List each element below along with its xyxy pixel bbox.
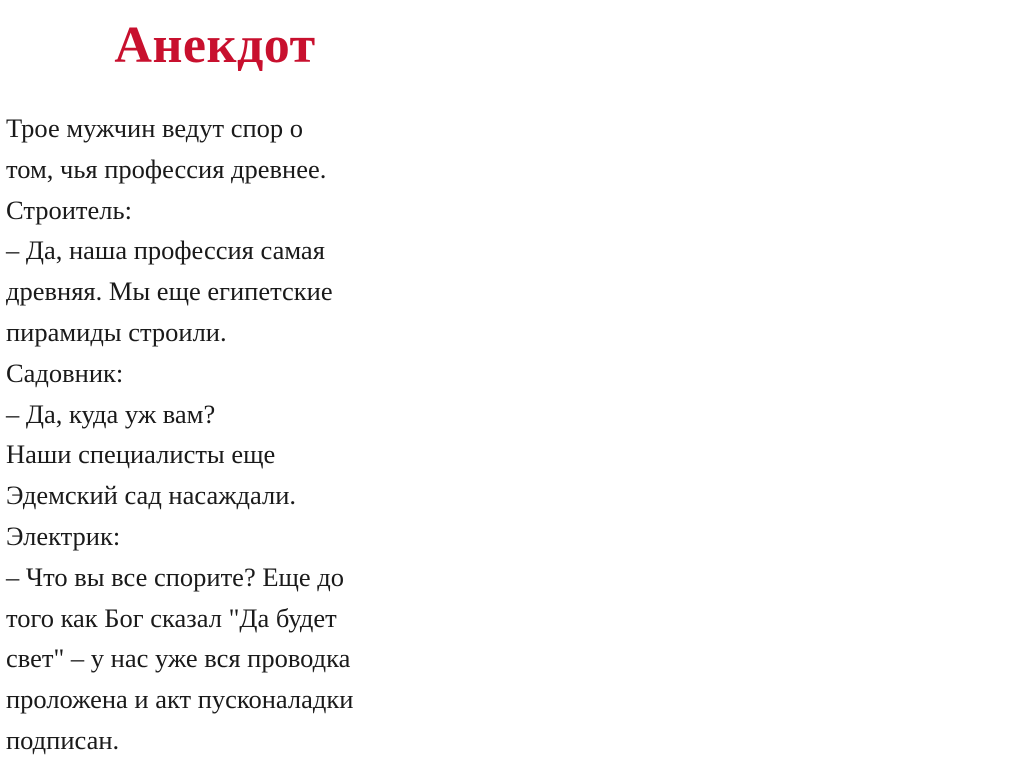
text-line: Садовник: [6, 357, 124, 388]
text-line: древняя. Мы еще египетские [6, 276, 333, 307]
text-line: проложена и акт пусконаладки [6, 684, 354, 715]
joke-text [6, 108, 446, 761]
text-line: Электрик: [6, 520, 121, 551]
slide-title: Анекдот [114, 17, 316, 74]
text-line: того как Бог сказал "Да будет [6, 602, 337, 633]
text-line: – Да, куда уж вам? [6, 398, 216, 429]
text-line: том, чья профессия древнее. [6, 153, 327, 184]
text-line: – Да, наша профессия самая [6, 235, 325, 266]
text-line: Наши специалисты еще [6, 439, 276, 470]
text-line: подписан. [6, 724, 120, 755]
text-line: – Что вы все спорите? Еще до [6, 561, 345, 592]
text-line: Трое мужчин ведут спор о [6, 113, 304, 143]
text-line: пирамиды строили. [6, 316, 227, 347]
text-line: Эдемский сад насаждали. [6, 480, 297, 511]
text-line: Строитель: [6, 194, 132, 225]
text-line: свет" – у нас уже вся проводка [6, 643, 351, 674]
